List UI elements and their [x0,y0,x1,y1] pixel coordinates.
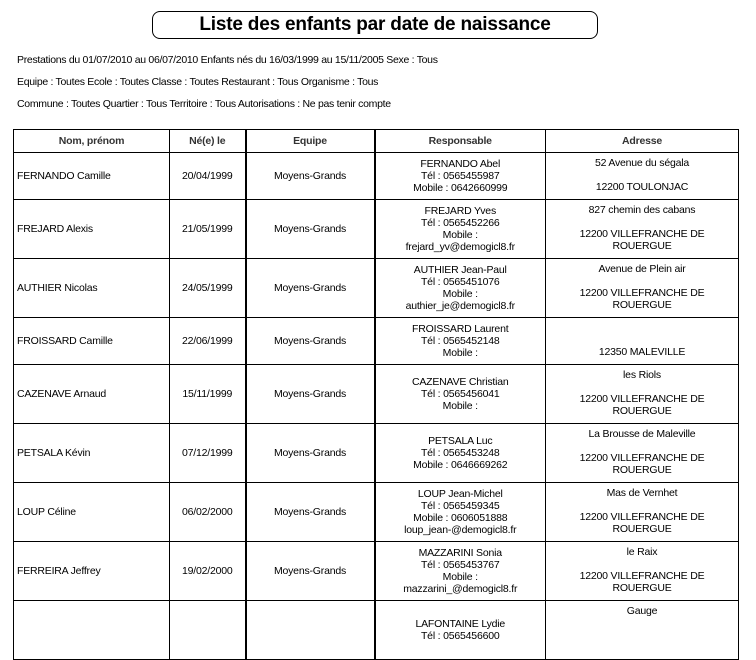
birth-date: 15/11/1999 [170,365,246,424]
address-cell [546,483,739,542]
address-city: 12200 VILLEFRANCHE DE [579,452,705,464]
responsible-cell [375,200,546,259]
responsible-name: FERNANDO Abel [420,158,501,170]
address-cell [546,365,739,424]
team: Moyens-Grands [246,542,375,601]
responsible-name: AUTHIER Jean-Paul [413,264,507,276]
report-title: Liste des enfants par date de naissance [152,11,598,39]
responsible-contact: Tél : 0565453248 [420,447,500,459]
address-cell [546,153,739,200]
responsible-contact: Mobile : 0646669262 [413,459,508,471]
header-name: Nom, prénom [14,130,170,153]
address-city: ROUERGUE [612,299,672,311]
responsible-contact: Tél : 0565456600 [420,630,500,642]
birth-date: 19/02/2000 [170,542,246,601]
address-spacer [549,216,735,228]
address-street: les Riols [623,369,661,381]
team: Moyens-Grands [246,483,375,542]
responsible-name: FREJARD Yves [424,205,496,217]
address-city: ROUERGUE [612,240,672,252]
responsible-contact: Tél : 0565452266 [420,217,500,229]
criteria-line-filters: Equipe : Toutes Ecole : Toutes Classe : Toutes Restaurant : Tous Organisme : Tous [17,76,379,88]
responsible-cell [375,542,546,601]
table-body [14,153,739,660]
address-street: La Brousse de Maleville [588,428,696,440]
address-city: 12200 VILLEFRANCHE DE [579,393,705,405]
address-street [549,322,735,334]
address-spacer [549,169,735,181]
address-city: ROUERGUE [612,582,672,594]
responsible-contact: Tél : 0565453767 [420,559,500,571]
responsible-contact: Mobile : [442,347,478,359]
child-name: FERNANDO Camille [14,153,170,200]
table-row [14,259,739,318]
address-street: 827 chemin des cabans [588,204,696,216]
header-birthdate: Né(e) le [170,130,246,153]
address-cell [546,200,739,259]
child-name: FROISSARD Camille [14,318,170,365]
birth-date: 06/02/2000 [170,483,246,542]
table-row [14,601,739,660]
header-responsible: Responsable [375,130,546,153]
table-row [14,200,739,259]
child-name: FERREIRA Jeffrey [14,542,170,601]
responsible-cell [375,318,546,365]
address-spacer [549,334,735,346]
responsible-cell [375,601,546,660]
address-street: Avenue de Plein air [598,263,686,275]
responsible-contact: Tél : 0565452148 [420,335,500,347]
responsible-contact: Tél : 0565459345 [420,500,500,512]
address-city: ROUERGUE [612,464,672,476]
team: Moyens-Grands [246,365,375,424]
birth-date: 24/05/1999 [170,259,246,318]
responsible-cell [375,424,546,483]
address-cell [546,259,739,318]
responsible-name: FROISSARD Laurent [412,323,509,335]
address-cell [546,424,739,483]
table-row [14,365,739,424]
address-city: 12200 VILLEFRANCHE DE [579,570,705,582]
address-spacer [549,558,735,570]
header-team: Equipe [246,130,375,153]
responsible-cell [375,365,546,424]
responsible-contact: Mobile : [442,229,478,241]
child-name: FREJARD Alexis [14,200,170,259]
responsible-contact: Mobile : [442,571,478,583]
responsible-contact: authier_je@demogicl8.fr [405,300,515,312]
address-city: 12200 VILLEFRANCHE DE [579,287,705,299]
birth-date: 21/05/1999 [170,200,246,259]
team: Moyens-Grands [246,259,375,318]
birth-date: 22/06/1999 [170,318,246,365]
table-row [14,424,739,483]
address-city: 12200 VILLEFRANCHE DE [579,228,705,240]
address-street: Mas de Vernhet [606,487,678,499]
address-spacer [549,440,735,452]
responsible-contact: Tél : 0565455987 [420,170,500,182]
responsible-contact: frejard_yv@demogicl8.fr [405,241,515,253]
children-table-container [13,129,738,660]
header-address: Adresse [546,130,739,153]
address-city: 12200 VILLEFRANCHE DE [579,511,705,523]
address-spacer [549,381,735,393]
birth-date: 07/12/1999 [170,424,246,483]
responsible-contact: Mobile : [442,288,478,300]
table-row [14,318,739,365]
responsible-contact: Mobile : [442,400,478,412]
address-street: Gauge [626,605,658,617]
team: Moyens-Grands [246,153,375,200]
child-name: AUTHIER Nicolas [14,259,170,318]
criteria-line-dates: Prestations du 01/07/2010 au 06/07/2010 Enfants nés du 16/03/1999 au 15/11/2005 Sexe : Tous [17,54,438,66]
responsible-name: PETSALA Luc [428,435,493,447]
responsible-cell [375,483,546,542]
address-cell [546,318,739,365]
table-header-row [14,130,739,153]
table-row [14,153,739,200]
responsible-contact: Tél : 0565456041 [420,388,500,400]
birth-date [170,601,246,660]
team: Moyens-Grands [246,200,375,259]
child-name: CAZENAVE Arnaud [14,365,170,424]
child-name: LOUP Céline [14,483,170,542]
team: Moyens-Grands [246,424,375,483]
responsible-contact: loup_jean-@demogicl8.fr [404,524,517,536]
address-city: ROUERGUE [612,523,672,535]
address-city: ROUERGUE [612,405,672,417]
address-street: le Raix [626,546,658,558]
team: Moyens-Grands [246,318,375,365]
responsible-contact: Mobile : 0642660999 [413,182,508,194]
responsible-contact: Mobile : 0606051888 [413,512,508,524]
address-spacer [549,499,735,511]
table-row [14,542,739,601]
child-name [14,601,170,660]
responsible-name: MAZZARINI Sonia [418,547,502,559]
team [246,601,375,660]
responsible-contact: mazzarini_@demogicl8.fr [403,583,518,595]
responsible-cell [375,259,546,318]
address-street: 52 Avenue du ségala [594,157,690,169]
address-spacer [549,275,735,287]
criteria-line-location: Commune : Toutes Quartier : Tous Territoire : Tous Autorisations : Ne pas tenir compte [17,98,391,110]
children-table [13,129,739,660]
address-cell [546,542,739,601]
address-city: 12200 TOULONJAC [595,181,689,193]
responsible-name: LOUP Jean-Michel [417,488,503,500]
child-name: PETSALA Kévin [14,424,170,483]
responsible-cell [375,153,546,200]
table-row [14,483,739,542]
address-city: 12350 MALEVILLE [598,346,686,358]
birth-date: 20/04/1999 [170,153,246,200]
responsible-contact: Tél : 0565451076 [420,276,500,288]
responsible-name: LAFONTAINE Lydie [415,618,506,630]
address-cell [546,601,739,660]
responsible-name: CAZENAVE Christian [411,376,509,388]
